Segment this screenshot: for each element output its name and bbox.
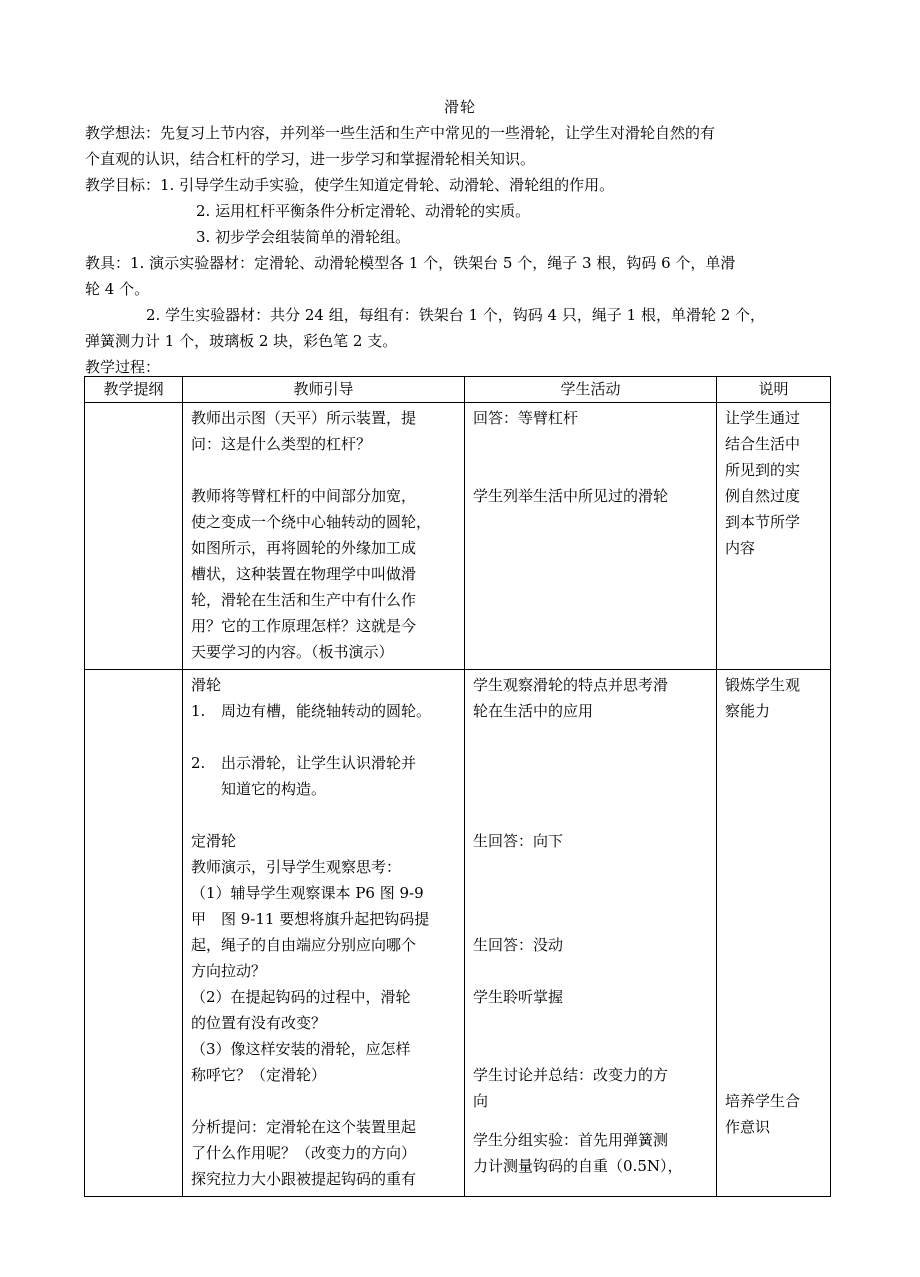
row1-outline (85, 403, 183, 670)
objective-3: 3. 初步学会组装简单的滑轮组。 (196, 228, 411, 246)
row1-note: 让学生通过 结合生活中 所见到的实 例自然过度 到本节所学 内容 (717, 403, 831, 670)
row2-outline (85, 670, 183, 1197)
tools-line-1: 教具：1. 演示实验器材：定滑轮、动滑轮模型各 1 个，铁架台 5 个，绳子 3 根，钩码 6 个，单滑 (85, 254, 736, 272)
header-outline: 教学提纲 (85, 377, 183, 403)
header-teacher: 教师引导 (183, 377, 465, 403)
objective-2: 2. 运用杠杆平衡条件分析定滑轮、动滑轮的实质。 (196, 202, 531, 220)
row1-student: 回答：等臂杠杆 学生列举生活中所见过的滑轮 (465, 403, 717, 670)
process-label: 教学过程： (85, 358, 161, 376)
row2-note: 锻炼学生观 察能力 培养学生合 作意识 (717, 670, 831, 1197)
row2-student: 学生观察滑轮的特点并思考滑 轮在生活中的应用 生回答：向下 生回答：没动 学生聆听掌握 学生讨论并总结：改变力的方 向 学生分组实验：首先用弹簧测 力计测量钩码的自重（0.5N）， (465, 670, 717, 1197)
row2-teacher: 滑轮 1. 周边有槽，能绕轴转动的圆轮。 2. 出示滑轮，让学生认识滑轮并 知道它的构造。 定滑轮 教师演示，引导学生观察思考： （1）辅导学生观察课本 P6 图 9-9 甲 图 9-11 要想将旗升起把钩码提 起，绳子的自由端应分别应向哪个 方向拉动？ （2）在提起钩码的过程中，滑轮 的位置有没有改变？ （3）像这样安装的滑轮，应怎样 称呼它？（定滑轮） 分析提问：定滑轮在这个装置里起 了什么作用呢？（改变力的方向） 探究拉力大小跟被提起钩码的重有 (183, 670, 465, 1197)
tools-line-3: 2. 学生实验器材：共分 24 组，每组有：铁架台 1 个，钩码 4 只，绳子 1 根，单滑轮 2 个， (146, 306, 766, 324)
header-student: 学生活动 (465, 377, 717, 403)
table-row (85, 670, 831, 1197)
tools-line-4: 弹簧测力计 1 个，玻璃板 2 块，彩色笔 2 支。 (85, 332, 398, 350)
teaching-objectives: 教学目标：1. 引导学生动手实验，使学生知道定骨轮、动滑轮、滑轮组的作用。 (85, 176, 615, 194)
tools-line-2: 轮 4 个。 (85, 280, 150, 298)
table-header-row (85, 377, 831, 403)
header-note: 说明 (717, 377, 831, 403)
teaching-idea-line-2: 个直观的认识，结合杠杆的学习，进一步学习和掌握滑轮相关知识。 (85, 150, 536, 168)
page-title: 滑轮 (443, 98, 476, 116)
document-body (85, 94, 835, 380)
lesson-table (84, 376, 831, 1197)
row1-teacher: 教师出示图（天平）所示装置，提 问：这是什么类型的杠杆？ 教师将等臂杠杆的中间部分加宽， 使之变成一个绕中心轴转动的圆轮， 如图所示，再将圆轮的外缘加工成 槽状，这种装置在物理学中叫做滑 轮，滑轮在生活和生产中有什么作 用？它的工作原理怎样？这就是今 天要学习的内容。（板书演示） (183, 403, 465, 670)
teaching-idea-line-1: 教学想法：先复习上节内容，并列举一些生活和生产中常见的一些滑轮，让学生对滑轮自然的有 (85, 124, 716, 142)
table-row (85, 403, 831, 670)
